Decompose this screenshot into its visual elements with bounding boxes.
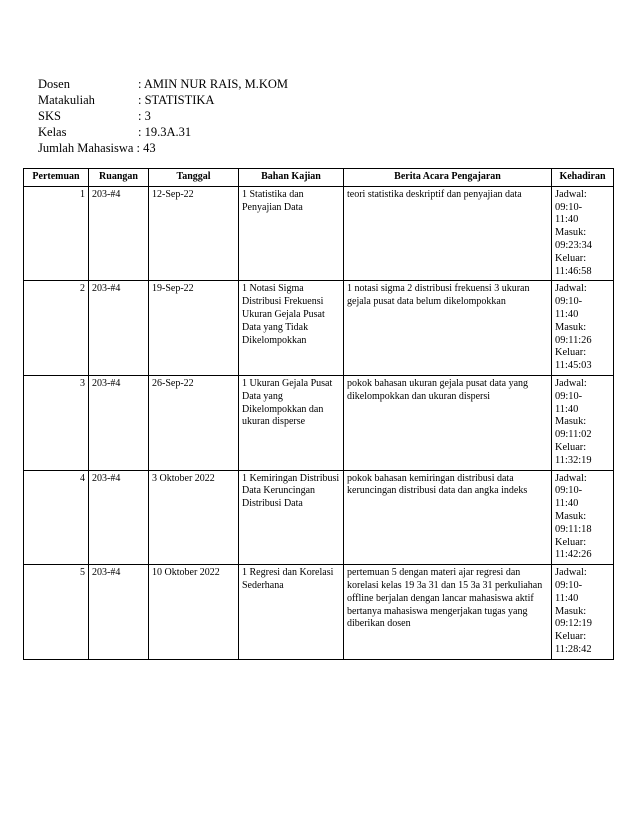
cell-berita-acara: teori statistika deskriptif dan penyajian data [344,186,552,281]
table-row [24,281,614,376]
info-label: SKS [38,109,61,123]
header-pertemuan: Pertemuan [24,169,89,187]
info-value: : 43 [136,141,156,155]
info-row-dosen [38,76,288,92]
attendance-table [23,168,614,660]
table-row [24,375,614,470]
info-row-kelas [38,124,288,140]
cell-ruangan: 203-#4 [89,470,149,565]
cell-berita-acara: pokok bahasan kemiringan distribusi data keruncingan distribusi data dan angka indeks [344,470,552,565]
table-row [24,186,614,281]
cell-bahan-kajian: 1 Kemiringan Distribusi Data Keruncingan Distribusi Data [239,470,344,565]
info-row-matakuliah [38,92,288,108]
cell-kehadiran: Jadwal: 09:10- 11:40 Masuk: 09:11:18 Keluar: 11:42:26 [552,470,614,565]
cell-berita-acara: 1 notasi sigma 2 distribusi frekuensi 3 ukuran gejala pusat data belum dikelompokkan [344,281,552,376]
cell-pertemuan: 4 [24,470,89,565]
cell-bahan-kajian: 1 Ukuran Gejala Pusat Data yang Dikelompokkan dan ukuran disperse [239,375,344,470]
header-berita-acara: Berita Acara Pengajaran [344,169,552,187]
cell-ruangan: 203-#4 [89,281,149,376]
table-header-row [24,169,614,187]
cell-tanggal: 19-Sep-22 [149,281,239,376]
cell-bahan-kajian: 1 Regresi dan Korelasi Sederhana [239,565,344,660]
cell-ruangan: 203-#4 [89,186,149,281]
info-label: Matakuliah [38,93,95,107]
info-label: Kelas [38,125,67,139]
cell-pertemuan: 1 [24,186,89,281]
info-value: : 3 [138,109,151,123]
header-tanggal: Tanggal [149,169,239,187]
cell-bahan-kajian: 1 Statistika dan Penyajian Data [239,186,344,281]
course-info [38,76,288,156]
cell-kehadiran: Jadwal: 09:10- 11:40 Masuk: 09:23:34 Keluar: 11:46:58 [552,186,614,281]
info-label: Jumlah Mahasiswa [38,141,134,155]
info-row-sks [38,108,288,124]
cell-pertemuan: 2 [24,281,89,376]
cell-ruangan: 203-#4 [89,565,149,660]
header-ruangan: Ruangan [89,169,149,187]
info-value: : 19.3A.31 [138,125,192,139]
cell-berita-acara: pertemuan 5 dengan materi ajar regresi dan korelasi kelas 19 3a 31 dan 15 3a 31 perkuliahan offline berjalan dengan lancar mahasiswa aktif bertanya mahasiswa mengerjakan tugas yang diberikan dosen [344,565,552,660]
cell-ruangan: 203-#4 [89,375,149,470]
header-bahan-kajian: Bahan Kajian [239,169,344,187]
cell-bahan-kajian: 1 Notasi Sigma Distribusi Frekuensi Ukuran Gejala Pusat Data yang Tidak Dikelompokkan [239,281,344,376]
table-row [24,565,614,660]
cell-pertemuan: 3 [24,375,89,470]
cell-kehadiran: Jadwal: 09:10- 11:40 Masuk: 09:11:02 Keluar: 11:32:19 [552,375,614,470]
info-value: : AMIN NUR RAIS, M.KOM [138,77,289,91]
cell-kehadiran: Jadwal: 09:10- 11:40 Masuk: 09:11:26 Keluar: 11:45:03 [552,281,614,376]
cell-tanggal: 3 Oktober 2022 [149,470,239,565]
cell-tanggal: 10 Oktober 2022 [149,565,239,660]
cell-tanggal: 12-Sep-22 [149,186,239,281]
cell-pertemuan: 5 [24,565,89,660]
table-row [24,470,614,565]
cell-tanggal: 26-Sep-22 [149,375,239,470]
cell-kehadiran: Jadwal: 09:10- 11:40 Masuk: 09:12:19 Keluar: 11:28:42 [552,565,614,660]
cell-berita-acara: pokok bahasan ukuran gejala pusat data yang dikelompokkan dan ukuran dispersi [344,375,552,470]
info-label: Dosen [38,77,70,91]
info-row-jumlah-mahasiswa [38,140,288,156]
header-kehadiran: Kehadiran [552,169,614,187]
info-value: : STATISTIKA [138,93,215,107]
